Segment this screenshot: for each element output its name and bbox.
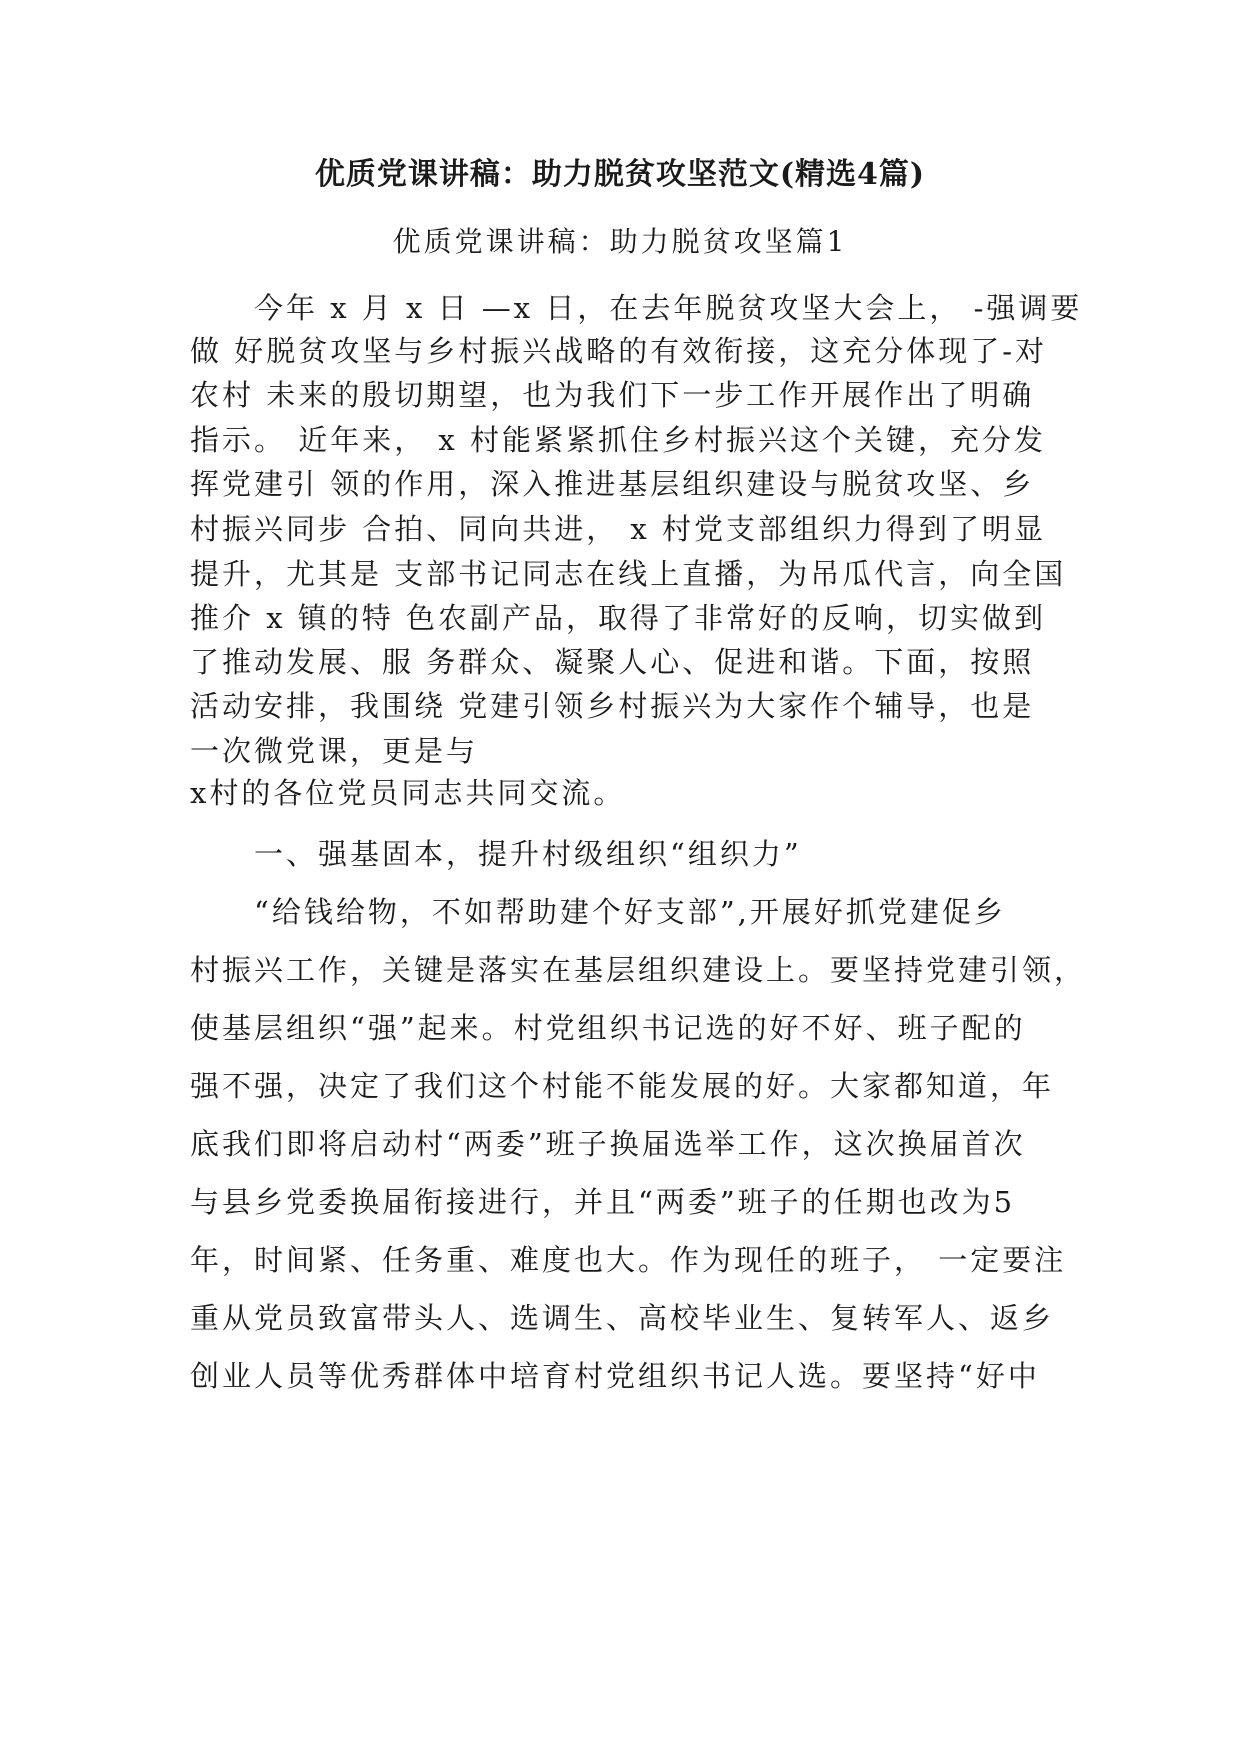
document-title: 优质党课讲稿：助力脱贫攻坚范文(精选4篇) bbox=[314, 157, 926, 192]
paragraph-line: x村的各位党员同志共同交流。 bbox=[190, 776, 626, 810]
paragraph-line: 挥党建引 领的作用，深入推进基层组织建设与脱贫攻坚、乡 bbox=[190, 467, 1035, 501]
paragraph-line: “给钱给物，不如帮助建个好支部”,开展好抓党建促乡 bbox=[190, 895, 1006, 929]
paragraph-line: 强不强，决定了我们这个村能不能发展的好。大家都知道，年 bbox=[190, 1069, 1055, 1103]
document-subtitle: 优质党课讲稿：助力脱贫攻坚篇1 bbox=[392, 225, 848, 258]
paragraph-line: 指示。 近年来， x 村能紧紧抓住乡村振兴这个关键，充分发 bbox=[190, 423, 1047, 457]
paragraph-line: 活动安排，我围绕 党建引领乡村振兴为大家作个辅导，也是 bbox=[190, 689, 1035, 723]
paragraph-line: 今年 x 月 x 日 —x 日，在去年脱贫攻坚大会上， -强调要 bbox=[190, 291, 1083, 325]
paragraph-line: 底我们即将启动村“两委”班子换届选举工作，这次换届首次 bbox=[190, 1127, 1026, 1161]
paragraph-line: 推介 x 镇的特 色农副产品，取得了非常好的反响，切实做到 bbox=[190, 601, 1047, 635]
paragraph-line: 创业人员等优秀群体中培育村党组织书记人选。要坚持“好中 bbox=[190, 1359, 1040, 1393]
paragraph-line: 提升，尤其是 支部书记同志在线上直播，为吊瓜代言，向全国 bbox=[190, 557, 1067, 591]
paragraph-line: 使基层组织“强”起来。村党组织书记选的好不好、班子配的 bbox=[190, 1011, 1026, 1045]
paragraph-line: 了推动发展、服 务群众、凝聚人心、促进和谐。下面，按照 bbox=[190, 645, 1035, 679]
paragraph-line: 做 好脱贫攻坚与乡村振兴战略的有效衔接，这充分体现了-对 bbox=[190, 334, 1048, 368]
paragraph-line: 村振兴同步 合拍、同向共进， x 村党支部组织力得到了明显 bbox=[190, 512, 1047, 546]
paragraph-line: 与县乡党委换届衔接进行，并且“两委”班子的任期也改为5 bbox=[190, 1185, 1016, 1219]
paragraph-line: 年，时间紧、任务重、难度也大。作为现任的班子， 一定要注 bbox=[190, 1243, 1067, 1277]
paragraph-line: 村振兴工作，关键是落实在基层组织建设上。要坚持党建引领， bbox=[190, 953, 1087, 987]
paragraph-line: 农村 未来的殷切期望，也为我们下一步工作开展作出了明确 bbox=[190, 378, 1035, 412]
paragraph-line: 一次微党课，更是与 bbox=[190, 734, 479, 768]
section-heading: 一、强基固本，提升村级组织“组织力” bbox=[190, 837, 802, 871]
paragraph-line: 重从党员致富带头人、选调生、高校毕业生、复转军人、返乡 bbox=[190, 1301, 1055, 1335]
